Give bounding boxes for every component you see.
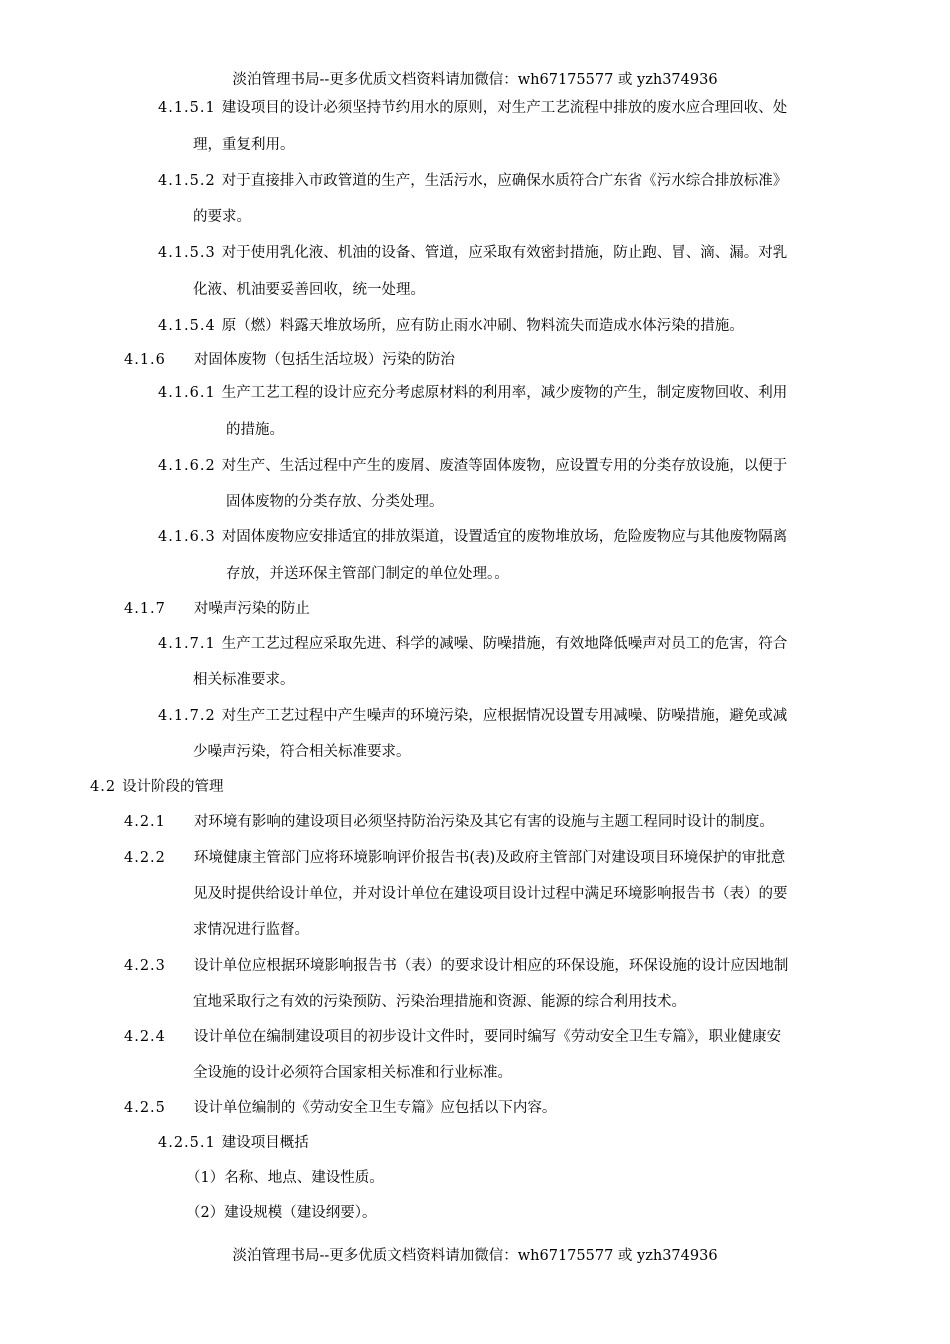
- clause-line: [90, 777, 224, 797]
- clause-text: 理，重复利用。: [193, 137, 295, 153]
- page-header-watermark: 淡泊管理书局--更多优质文档资料请加微信：wh67175577 或 yzh374936: [232, 72, 718, 88]
- clause-continuation-line: [193, 1063, 512, 1083]
- clause-continuation-line: [193, 992, 686, 1012]
- clause-continuation-line: [193, 884, 788, 904]
- clause-number: 4.2.4: [124, 1029, 166, 1045]
- clause-number: 4.2.1: [124, 814, 166, 830]
- clause-number: 4.1.6.2: [158, 458, 216, 474]
- clause-number: 4.1.6: [124, 352, 166, 368]
- clause-continuation-line: [226, 564, 509, 584]
- clause-line: [124, 1098, 556, 1118]
- clause-text: （1）名称、地点、建设性质。: [186, 1170, 384, 1186]
- clause-text: 设计阶段的管理: [122, 779, 224, 795]
- clause-line: [124, 956, 788, 976]
- clause-text: 对噪声污染的防止: [193, 601, 310, 617]
- clause-number: 4.2.5.1: [158, 1135, 216, 1151]
- clause-text: 全设施的设计必须符合国家相关标准和行业标准。: [193, 1065, 512, 1081]
- clause-text: 环境健康主管部门应将环境影响评价报告书(表)及政府主管部门对建设项目环境保护的审批意: [193, 850, 786, 866]
- clause-continuation-line: [193, 207, 251, 227]
- clause-line: [124, 599, 310, 619]
- clause-continuation-line: [226, 420, 284, 440]
- clause-continuation-line: [193, 280, 425, 300]
- clause-text: 对于使用乳化液、机油的设备、管道，应采取有效密封措施，防止跑、冒、滴、漏。对乳: [221, 245, 788, 261]
- clause-text: 存放，并送环保主管部门制定的单位处理。。: [226, 566, 509, 582]
- clause-line: [158, 706, 787, 726]
- clause-continuation-line: [186, 1168, 384, 1188]
- clause-number: 4.2.3: [124, 958, 166, 974]
- clause-continuation-line: [193, 135, 295, 155]
- clause-text: 对生产、生活过程中产生的废屑、废渣等固体废物，应设置专用的分类存放设施，以便于: [221, 458, 788, 474]
- page-footer-watermark: 淡泊管理书局--更多优质文档资料请加微信：wh67175577 或 yzh374936: [232, 1248, 718, 1264]
- clause-number: 4.2.2: [124, 850, 166, 866]
- clause-line: [158, 383, 787, 403]
- clause-continuation-line: [186, 1203, 376, 1223]
- clause-number: 4.1.5.3: [158, 245, 216, 261]
- clause-continuation-line: [226, 492, 444, 512]
- clause-number: 4.1.6.3: [158, 529, 216, 545]
- clause-line: [158, 243, 787, 263]
- clause-text: （2）建设规模（建设纲要）。: [186, 1205, 377, 1221]
- clause-text: 设计单位编制的《劳动安全卫生专篇》应包括以下内容。: [193, 1100, 557, 1116]
- clause-text: 见及时提供给设计单位，并对设计单位在建设项目设计过程中满足环境影响报告书（表）的要: [193, 886, 788, 902]
- clause-number: 4.2: [90, 779, 117, 795]
- clause-continuation-line: [193, 670, 295, 690]
- clause-line: [124, 848, 785, 868]
- clause-number: 4.1.5.1: [158, 100, 216, 116]
- clause-text: 相关标准要求。: [193, 672, 295, 688]
- clause-text: 化液、机油要妥善回收，统一处理。: [193, 282, 425, 298]
- clause-text: 求情况进行监督。: [193, 922, 309, 938]
- clause-number: 4.1.5.2: [158, 173, 216, 189]
- clause-text: 原（燃）料露天堆放场所，应有防止雨水冲刷、物料流失而造成水体污染的措施。: [221, 318, 744, 334]
- clause-text: 生产工艺过程应采取先进、科学的减噪、防噪措施，有效地降低噪声对员工的危害，符合: [221, 636, 788, 652]
- clause-continuation-line: [193, 920, 309, 940]
- clause-line: [124, 1027, 781, 1047]
- clause-text: 建设项目概括: [221, 1135, 309, 1151]
- clause-line: [158, 171, 787, 191]
- clause-text: 固体废物的分类存放、分类处理。: [226, 494, 444, 510]
- clause-number: 4.1.6.1: [158, 385, 216, 401]
- clause-line: [158, 1133, 309, 1153]
- clause-number: 4.2.5: [124, 1100, 166, 1116]
- clause-line: [158, 98, 787, 118]
- clause-text: 对于直接排入市政管道的生产，生活污水，应确保水质符合广东省《污水综合排放标准》: [221, 173, 788, 189]
- clause-line: [124, 350, 455, 370]
- clause-number: 4.1.7.2: [158, 708, 216, 724]
- clause-text: 对固体废物（包括生活垃圾）污染的防治: [193, 352, 455, 368]
- clause-text: 对环境有影响的建设项目必须坚持防治污染及其它有害的设施与主题工程同时设计的制度。: [193, 814, 774, 830]
- clause-continuation-line: [193, 742, 411, 762]
- clause-line: [158, 456, 787, 476]
- clause-text: 的要求。: [193, 209, 251, 225]
- clause-number: 4.1.7: [124, 601, 166, 617]
- clause-line: [124, 812, 774, 832]
- clause-text: 设计单位在编制建设项目的初步设计文件时，要同时编写《劳动安全卫生专篇》，职业健康安: [193, 1029, 782, 1045]
- clause-text: 生产工艺工程的设计应充分考虑原材料的利用率，减少废物的产生，制定废物回收、利用: [221, 385, 788, 401]
- clause-number: 4.1.5.4: [158, 318, 216, 334]
- clause-text: 建设项目的设计必须坚持节约用水的原则，对生产工艺流程中排放的废水应合理回收、处: [221, 100, 788, 116]
- clause-text: 设计单位应根据环境影响报告书（表）的要求设计相应的环保设施，环保设施的设计应因地制: [193, 958, 789, 974]
- clause-number: 4.1.7.1: [158, 636, 216, 652]
- clause-text: 宜地采取行之有效的污染预防、污染治理措施和资源、能源的综合利用技术。: [193, 994, 686, 1010]
- clause-text: 对固体废物应安排适宜的排放渠道，设置适宜的废物堆放场，危险废物应与其他废物隔离: [221, 529, 788, 545]
- clause-text: 少噪声污染，符合相关标准要求。: [193, 744, 411, 760]
- clause-text: 对生产工艺过程中产生噪声的环境污染，应根据情况设置专用减噪、防噪措施，避免或减: [221, 708, 788, 724]
- clause-line: [158, 634, 787, 654]
- clause-line: [158, 316, 744, 336]
- clause-text: 的措施。: [226, 422, 284, 438]
- clause-line: [158, 527, 787, 547]
